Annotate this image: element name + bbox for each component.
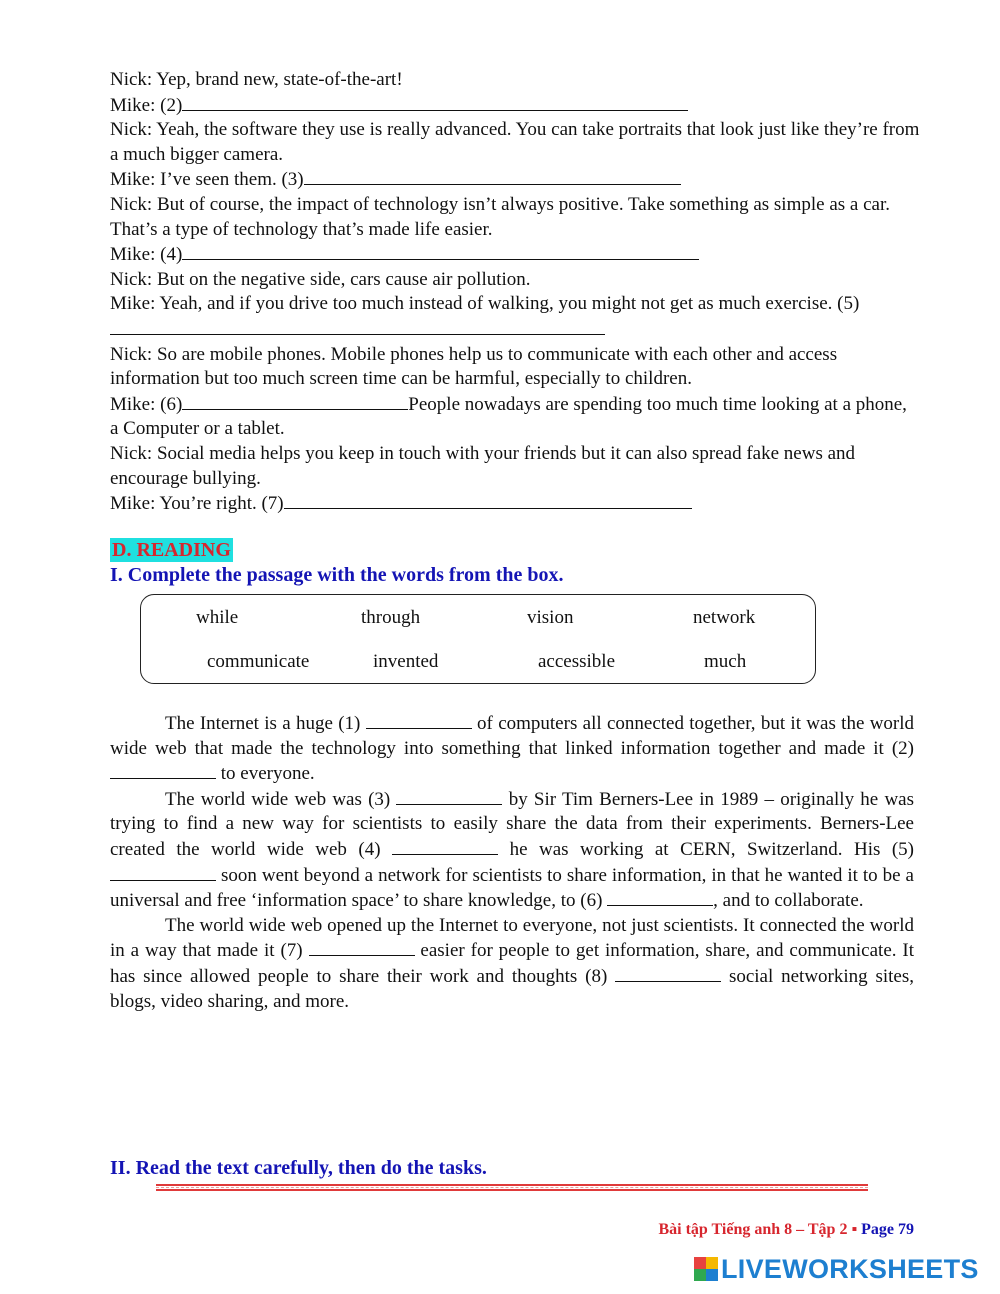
answer-blank-3[interactable]: [304, 167, 681, 185]
task-instruction-1: I. Complete the passage with the words from the box.: [110, 564, 564, 586]
footer-page-number: Page 79: [861, 1221, 914, 1238]
dialogue-line: Nick: Social media helps you keep in touch with your friends but it can also spread fake news and encourage bullying.: [110, 442, 856, 489]
reading-passage: [110, 711, 914, 1014]
dialogue-line: Nick: But of course, the impact of technology isn’t always positive. Take something as simple as a car. That’s a type of technology that’s made life easier.: [110, 193, 890, 240]
word-option: while: [196, 607, 239, 628]
word-option: invented: [373, 651, 439, 672]
gap-blank-8[interactable]: [615, 964, 721, 982]
gap-blank-1[interactable]: [366, 711, 472, 729]
word-option: communicate: [207, 651, 310, 672]
liveworksheets-logo-icon: [694, 1257, 718, 1281]
dialogue-line: Mike: I’ve seen them. (3): [110, 167, 920, 193]
word-option: vision: [527, 607, 574, 628]
word-option: network: [693, 607, 756, 628]
page-divider: [156, 1184, 868, 1191]
answer-blank-4[interactable]: [182, 242, 699, 260]
answer-blank-7[interactable]: [284, 491, 692, 509]
gap-blank-3[interactable]: [396, 787, 502, 805]
dialogue: [110, 68, 920, 517]
dialogue-line: Mike: (4): [110, 242, 920, 268]
passage-paragraph: The Internet is a huge (1) of computers all connected together, but it was the world wide web that made the technology into something that linked information together and made it (2) to everyone.: [110, 713, 915, 785]
dialogue-line: Mike: (2): [110, 93, 920, 119]
gap-blank-2[interactable]: [110, 761, 216, 779]
task-instruction-2: II. Read the text carefully, then do the tasks.: [110, 1157, 487, 1179]
footer-separator: ▪: [851, 1221, 858, 1238]
word-option: much: [704, 651, 747, 672]
page-footer: [658, 1220, 914, 1240]
gap-blank-7[interactable]: [309, 938, 415, 956]
answer-blank-5[interactable]: [110, 317, 605, 335]
gap-blank-6[interactable]: [607, 888, 713, 906]
brand-name: LIVEWORKSHEETS: [721, 1253, 979, 1284]
section-heading-reading: D. READING: [112, 539, 231, 561]
gap-blank-4[interactable]: [392, 837, 498, 855]
footer-book-title: Bài tập Tiếng anh 8 – Tập 2: [658, 1221, 848, 1238]
dialogue-line: Mike: (6) People nowadays are spending too much time looking at a phone, a Computer or a tablet.: [110, 393, 907, 440]
passage-paragraph: The world wide web opened up the Internet to everyone, not just scientists. It connected the world in a way that made it (7) easier for people to get information, share, and communicate. It has since allowed people to share their work and thoughts (8) social networking sites, blogs, video sharing, and more.: [110, 914, 915, 1012]
dialogue-line: Mike: Yeah, and if you drive too much instead of walking, you might not get as much exercise. (5): [110, 292, 920, 342]
dialogue-line: Nick: So are mobile phones. Mobile phones help us to communicate with each other and access information but too much screen time can be harmful, especially to children.: [110, 343, 838, 390]
passage-paragraph: The world wide web was (3) by Sir Tim Berners-Lee in 1989 – originally he was trying to find a new way for scientists to easily share the data from their experiments. Berners-Lee created the world wide web (4) he was working at CERN, Switzerland. His (5) soon went beyond a network for scientists to share information, in that he wanted it to be a universal and free ‘information space’ to share knowledge, to (6) , and to collaborate.: [110, 788, 915, 912]
answer-blank-2[interactable]: [182, 93, 688, 111]
dialogue-line: Nick: But on the negative side, cars cause air pollution.: [110, 268, 531, 290]
word-option: accessible: [538, 651, 616, 672]
word-box: [140, 594, 816, 684]
word-option: through: [361, 607, 421, 628]
dialogue-line: Nick: Yep, brand new, state-of-the-art!: [110, 69, 403, 90]
liveworksheets-brand[interactable]: [694, 1254, 979, 1284]
dialogue-line: Mike: You’re right. (7): [110, 491, 920, 517]
answer-blank-6[interactable]: [182, 392, 408, 410]
dialogue-line: Nick: Yeah, the software they use is really advanced. You can take portraits that look just like they’re from a much bigger camera.: [110, 119, 920, 165]
gap-blank-5[interactable]: [110, 863, 216, 881]
